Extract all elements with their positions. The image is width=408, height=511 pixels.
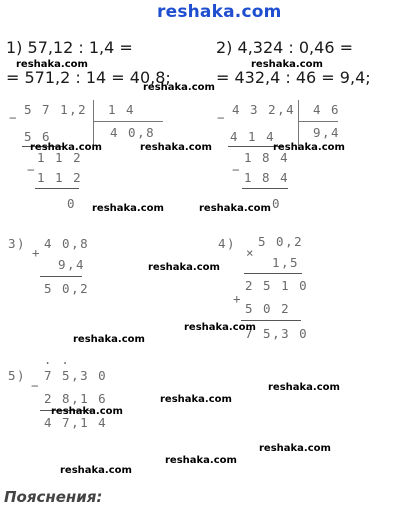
watermark: reshaka.com (30, 142, 102, 153)
watermark: reshaka.com (184, 322, 256, 333)
task3-plus-sign: + (32, 245, 42, 260)
watermark: reshaka.com (199, 203, 271, 214)
watermark: reshaka.com (16, 59, 88, 70)
task4-bar-1 (244, 273, 302, 274)
task1-divisor: 1 4 (108, 102, 136, 117)
task5-subtrahend: 2 8,1 6 (44, 391, 108, 406)
explanations-heading: Пояснения: (4, 488, 103, 506)
task1-minus-sign: − (9, 110, 19, 125)
task4-result: 7 5,3 0 (245, 326, 309, 341)
task2-divisor-line (298, 121, 338, 122)
task1-dividend: 5 7 1,2 (24, 102, 88, 117)
task2-expression: 2) 4,324 : 0,46 = (216, 38, 353, 57)
task1-step-2: 1 1 2 (37, 150, 83, 165)
task3-sum-bar (40, 276, 82, 277)
watermark: reshaka.com (143, 82, 215, 93)
task5-label: 5) (8, 368, 27, 383)
watermark: reshaka.com (148, 262, 220, 273)
watermark: reshaka.com (251, 59, 323, 70)
task5-result: 4 7,1 4 (44, 415, 108, 430)
site-watermark-top: reshaka.com (157, 2, 282, 22)
watermark: reshaka.com (73, 334, 145, 345)
task4-plus-sign: + (233, 291, 243, 306)
watermark: reshaka.com (160, 394, 232, 405)
task2-rewrite: = 432,4 : 46 = 9,4; (216, 68, 371, 87)
watermark: reshaka.com (165, 455, 237, 466)
task3-label: 3) (8, 236, 27, 251)
watermark: reshaka.com (259, 443, 331, 454)
task2-step-3: 1 8 4 (244, 170, 290, 185)
task4-factor-b: 1,5 (272, 255, 300, 270)
watermark: reshaka.com (273, 142, 345, 153)
task5-borrow-dots: . . (44, 353, 71, 367)
task3-addend-a: 4 0,8 (44, 236, 90, 251)
task1-quotient: 4 0,8 (110, 125, 156, 140)
task2-quotient: 9,4 (313, 125, 341, 140)
task2-step-2: 1 8 4 (244, 150, 290, 165)
task3-result: 5 0,2 (44, 281, 90, 296)
watermark: reshaka.com (51, 406, 123, 417)
task4-factor-a: 5 0,2 (258, 234, 304, 249)
task2-minus-sign-2: − (232, 162, 242, 177)
watermark: reshaka.com (92, 203, 164, 214)
task1-step-1: 5 6 (24, 129, 52, 144)
watermark: reshaka.com (140, 142, 212, 153)
task4-partial-1: 2 5 1 0 (245, 278, 309, 293)
task2-remainder: 0 (272, 196, 282, 211)
task2-step-1: 4 1 4 (230, 129, 276, 144)
watermark: reshaka.com (268, 382, 340, 393)
task4-label: 4) (218, 236, 237, 251)
task1-step-3: 1 1 2 (37, 170, 83, 185)
task1-expression: 1) 57,12 : 1,4 = (6, 38, 133, 57)
task5-minuend: 7 5,3 0 (44, 368, 108, 383)
task4-bar-2 (241, 320, 301, 321)
task3-addend-b: 9,4 (58, 257, 86, 272)
watermark: reshaka.com (60, 465, 132, 476)
task4-partial-2: 5 0 2 (245, 301, 291, 316)
task5-minus-sign: − (31, 378, 41, 393)
task1-bar-2 (35, 188, 79, 189)
task2-minus-sign: − (217, 110, 227, 125)
task1-remainder: 0 (67, 196, 77, 211)
task4-times-sign: × (246, 245, 256, 260)
task1-minus-sign-2: − (27, 162, 37, 177)
task1-divisor-line (93, 121, 163, 122)
task2-bar-2 (242, 188, 288, 189)
task2-divisor: 4 6 (313, 102, 341, 117)
task1-rewrite: = 571,2 : 14 = 40,8; (6, 68, 171, 87)
task2-dividend: 4 3 2,4 (232, 102, 296, 117)
